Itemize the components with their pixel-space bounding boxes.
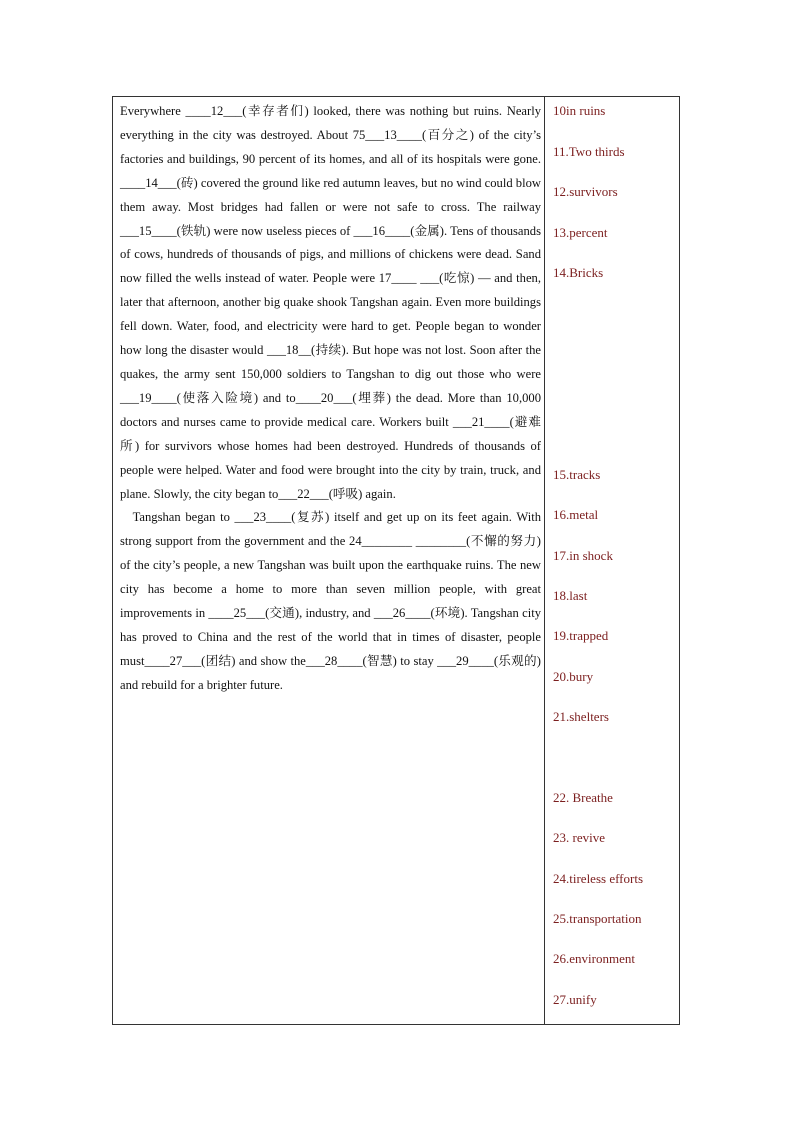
answer-item-24: 24.tireless efforts (553, 871, 644, 886)
answer-item-19: 19.trapped (553, 628, 609, 643)
passage-cell (113, 97, 545, 1024)
answer-item-12: 12.survivors (553, 184, 618, 199)
answer-item-16: 16.metal (553, 507, 599, 522)
answer-item-15: 15.tracks (553, 467, 601, 482)
answer-item-17: 17.in shock (553, 548, 613, 563)
answer-item-18: 18.last (553, 588, 588, 603)
answer-item-14: 14.Bricks (553, 265, 604, 280)
answer-item-26: 26.environment (553, 951, 635, 966)
answer-item-13: 13.percent (553, 225, 608, 240)
answer-item-23: 23. revive (553, 830, 605, 845)
answer-item-25: 25.transportation (553, 911, 642, 926)
answer-key-cell (545, 97, 679, 1024)
answer-item-11: 11.Two thirds (553, 144, 625, 159)
answer-item-27: 27.unify (553, 992, 597, 1007)
answer-item-10: 10in ruins (553, 103, 606, 118)
answer-item-22: 22. Breathe (553, 790, 613, 805)
answer-item-20: 20.bury (553, 669, 594, 684)
answer-item-21: 21.shelters (553, 709, 609, 724)
passage-paragraph-1: Everywhere ____12___(幸存者们) looked, there was nothing but ruins. Nearly everything in the city was destroyed. About 75___13____(百分之) of the city’s factories and buildings, 90 percent of its homes, and all of its hospitals were gone. ____14___(砖) covered the ground like red autumn leaves, but no wind could blow them away. Most bridges had fallen or were not safe to cross. The railway ___15____(铁轨) were now useless pieces of ___16____(金属). Tens of thousands of cows, hundreds of thousands of pigs, and millions of chickens were dead. Sand now filled the wells instead of water. People were 17____ ___(吃惊) — and then, later that afternoon, another big quake shook Tangshan again. Even more buildings fell down. Water, food, and electricity were hard to get. People began to wonder how long the disaster would ___18__(持续). But hope was not lost. Soon after the quakes, the army sent 150,000 soldiers to Tangshan to dig out those who were ___19____(使落入险境) and to____20___(埋葬) the dead. More than 10,000 doctors and nurses came to provide medical care. Workers built ___21____(避难所) for survivors whose homes had been destroyed. Hundreds of thousands of people were helped. Water and food were brought into the city by train, truck, and plane. Slowly, the city began to___22___(呼吸) again. (120, 104, 541, 501)
worksheet-table (112, 96, 680, 1025)
passage-paragraph-2: Tangshan began to ___23____(复苏) itself and get up on its feet again. With strong support from the government and the 24________ ________(不懈的努力) of the city’s people, a new Tangshan was built upon the earthquake ruins. The new city has become a home to more than seven million people, with great improvements in ____25___(交通), industry, and ___26____(环境). Tangshan city has proved to China and the rest of the world that in times of disaster, people must____27___(团结) and show the___28____(智慧) to stay ___29____(乐观的) and rebuild for a brighter future. (120, 510, 541, 692)
